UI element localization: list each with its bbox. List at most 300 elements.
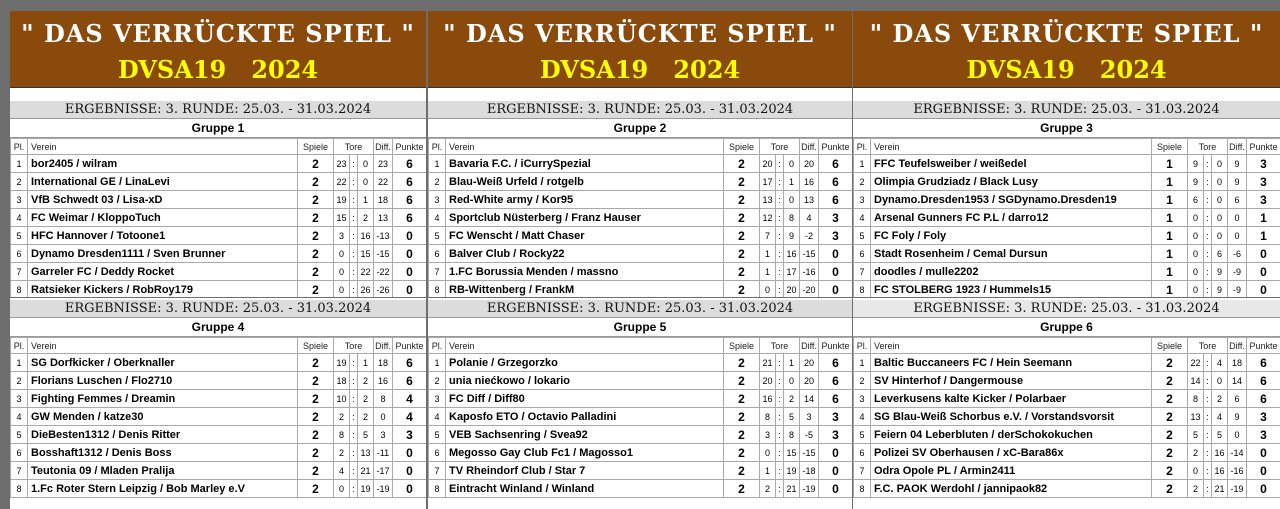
goal-diff-cell: 0 (1228, 426, 1247, 444)
goals-against-cell: 16 (1212, 444, 1228, 462)
games-cell: 2 (724, 390, 760, 408)
col-header-diff: Diff. (1228, 139, 1247, 155)
points-cell: 0 (819, 480, 853, 498)
group-panel-3 (853, 11, 1280, 297)
goal-diff-cell: 18 (374, 354, 393, 372)
club-name: Sportclub Nüsterberg / Franz Hauser (449, 211, 641, 224)
games-cell: 2 (298, 209, 334, 227)
table-row (429, 480, 853, 498)
goal-diff-cell: 0 (1228, 227, 1247, 245)
points-cell: 0 (393, 245, 427, 263)
place-cell: 1 (854, 155, 871, 173)
club-name: DieBesten1312 / Denis Ritter (31, 428, 181, 441)
goals-against-cell: 0 (784, 191, 800, 209)
club-cell (871, 480, 1152, 498)
goals-for-cell: 3 (334, 227, 350, 245)
goals-against-cell: 0 (1212, 173, 1228, 191)
table-row (429, 408, 853, 426)
club-name: Kaposfo ETO / Octavio Palladini (449, 410, 617, 423)
title-banner (428, 11, 852, 88)
col-header-games: Spiele (724, 338, 760, 354)
goals-for-cell: 2 (1188, 444, 1204, 462)
col-header-goals: Tore (1188, 338, 1228, 354)
goals-against-cell: 13 (358, 444, 374, 462)
goals-for-cell: 0 (760, 444, 776, 462)
goals-separator: : (350, 191, 358, 209)
goals-for-cell: 9 (1188, 173, 1204, 191)
goals-for-cell: 13 (760, 191, 776, 209)
club-cell (446, 354, 724, 372)
points-cell: 6 (1247, 390, 1280, 408)
games-cell: 2 (724, 155, 760, 173)
goals-for-cell: 0 (1188, 462, 1204, 480)
games-cell: 2 (1152, 408, 1188, 426)
banner-title: " DAS VERRÜCKTE SPIEL " (443, 19, 837, 48)
club-cell (28, 462, 298, 480)
points-cell: 6 (819, 173, 853, 191)
club-name: Bavaria F.C. / iCurrySpezial (449, 157, 591, 170)
goal-diff-cell: 13 (800, 191, 819, 209)
club-cell (28, 155, 298, 173)
club-name: SG Blau-Weiß Schorbus e.V. / Vorstandsvorsit (874, 410, 1115, 423)
col-header-goals: Tore (760, 139, 800, 155)
goals-separator: : (350, 390, 358, 408)
col-header-diff: Diff. (800, 338, 819, 354)
goal-diff-cell: 16 (374, 372, 393, 390)
club-name: doodles / mulle2202 (874, 265, 979, 278)
goal-diff-cell: 22 (374, 173, 393, 191)
goals-against-cell: 4 (1212, 408, 1228, 426)
standings-table (853, 138, 1280, 297)
points-cell: 0 (1247, 444, 1280, 462)
goal-diff-cell: 20 (800, 155, 819, 173)
goals-against-cell: 21 (784, 480, 800, 498)
points-cell: 1 (1247, 209, 1280, 227)
goals-for-cell: 0 (760, 281, 776, 298)
points-cell: 6 (393, 191, 427, 209)
banner-subtitle: DVSA19 2024 (966, 55, 1167, 84)
goal-diff-cell: -11 (374, 444, 393, 462)
table-row (11, 155, 427, 173)
points-cell: 0 (1247, 462, 1280, 480)
goals-against-cell: 2 (358, 372, 374, 390)
table-row (11, 372, 427, 390)
club-cell (446, 372, 724, 390)
table-row (429, 444, 853, 462)
col-header-diff: Diff. (800, 139, 819, 155)
goals-for-cell: 7 (760, 227, 776, 245)
round-results-label: ERGEBNISSE: 3. RUNDE: 25.03. - 31.03.2024 (10, 101, 426, 119)
table-row (429, 191, 853, 209)
points-cell: 6 (393, 354, 427, 372)
goals-for-cell: 0 (1188, 227, 1204, 245)
group-panel-4 (10, 298, 426, 509)
games-cell: 2 (1152, 426, 1188, 444)
col-header-club: Verein (28, 139, 298, 155)
points-cell: 3 (1247, 426, 1280, 444)
goals-separator: : (1204, 227, 1212, 245)
points-cell: 0 (393, 462, 427, 480)
points-cell: 6 (393, 209, 427, 227)
table-row (11, 408, 427, 426)
goals-against-cell: 21 (358, 462, 374, 480)
table-row (429, 372, 853, 390)
club-cell (446, 480, 724, 498)
points-cell: 0 (393, 263, 427, 281)
place-cell: 4 (854, 408, 871, 426)
points-cell: 3 (819, 209, 853, 227)
goals-separator: : (350, 155, 358, 173)
goal-diff-cell: 0 (1228, 209, 1247, 227)
place-cell: 8 (429, 480, 446, 498)
club-name: Olimpia Grudziadz / Black Lusy (874, 175, 1038, 188)
table-row (11, 462, 427, 480)
goal-diff-cell: -26 (374, 281, 393, 298)
place-cell: 3 (11, 191, 28, 209)
table-row (429, 390, 853, 408)
goals-against-cell: 2 (358, 408, 374, 426)
round-results-label: ERGEBNISSE: 3. RUNDE: 25.03. - 31.03.2024 (428, 101, 852, 119)
club-name: GW Menden / katze30 (31, 410, 144, 423)
table-row (429, 227, 853, 245)
goal-diff-cell: -9 (1228, 263, 1247, 281)
club-name: Fighting Femmes / Dreamin (31, 392, 176, 405)
table-row (429, 426, 853, 444)
club-name: Teutonia 09 / Mladen Pralija (31, 464, 175, 477)
club-cell (28, 480, 298, 498)
club-cell (446, 390, 724, 408)
club-cell (446, 155, 724, 173)
club-cell (871, 390, 1152, 408)
place-cell: 6 (854, 444, 871, 462)
club-name: VfB Schwedt 03 / Lisa-xD (31, 193, 163, 206)
goal-diff-cell: -16 (1228, 462, 1247, 480)
table-row (429, 263, 853, 281)
goals-separator: : (1204, 426, 1212, 444)
place-cell: 2 (429, 372, 446, 390)
table-row (429, 281, 853, 298)
goals-separator: : (350, 372, 358, 390)
place-cell: 5 (854, 426, 871, 444)
table-header-row (429, 139, 853, 155)
goal-diff-cell: 6 (1228, 191, 1247, 209)
points-cell: 6 (819, 155, 853, 173)
table-row (11, 263, 427, 281)
points-cell: 6 (819, 354, 853, 372)
place-cell: 8 (11, 281, 28, 298)
club-name: 1.FC Borussia Menden / massno (449, 265, 619, 278)
club-cell (871, 281, 1152, 298)
goals-for-cell: 0 (1188, 245, 1204, 263)
club-cell (446, 462, 724, 480)
club-cell (871, 408, 1152, 426)
col-header-club: Verein (871, 338, 1152, 354)
table-header-row (429, 338, 853, 354)
goal-diff-cell: 4 (800, 209, 819, 227)
goals-against-cell: 16 (784, 245, 800, 263)
points-cell: 0 (819, 444, 853, 462)
standings-table (10, 138, 426, 297)
goals-against-cell: 15 (784, 444, 800, 462)
club-name: Blau-Weiß Urfeld / rotgelb (449, 175, 584, 188)
club-cell (28, 444, 298, 462)
points-cell: 0 (1247, 245, 1280, 263)
goals-separator: : (776, 281, 784, 298)
table-row (11, 245, 427, 263)
place-cell: 1 (429, 155, 446, 173)
goals-separator: : (1204, 191, 1212, 209)
table-row (854, 209, 1280, 227)
place-cell: 6 (854, 245, 871, 263)
place-cell: 6 (429, 444, 446, 462)
club-cell (28, 191, 298, 209)
points-cell: 6 (393, 372, 427, 390)
points-cell: 3 (819, 227, 853, 245)
goals-for-cell: 22 (334, 173, 350, 191)
goal-diff-cell: 14 (800, 390, 819, 408)
place-cell: 4 (429, 209, 446, 227)
goals-against-cell: 9 (1212, 281, 1228, 298)
goal-diff-cell: -22 (374, 263, 393, 281)
place-cell: 3 (854, 191, 871, 209)
goals-separator: : (776, 173, 784, 191)
place-cell: 8 (11, 480, 28, 498)
points-cell: 3 (1247, 155, 1280, 173)
goals-for-cell: 3 (760, 426, 776, 444)
table-row (11, 191, 427, 209)
goals-for-cell: 2 (760, 480, 776, 498)
group-panel-5 (428, 298, 852, 509)
place-cell: 5 (429, 426, 446, 444)
goal-diff-cell: 8 (374, 390, 393, 408)
table-header-row (11, 139, 427, 155)
club-name: TV Rheindorf Club / Star 7 (449, 464, 586, 477)
goals-separator: : (1204, 354, 1212, 372)
col-header-diff: Diff. (374, 338, 393, 354)
goals-separator: : (350, 354, 358, 372)
club-name: Garreler FC / Deddy Rocket (31, 265, 175, 278)
club-cell (446, 263, 724, 281)
goals-separator: : (1204, 209, 1212, 227)
goals-separator: : (776, 245, 784, 263)
points-cell: 3 (1247, 408, 1280, 426)
games-cell: 2 (724, 173, 760, 191)
goals-separator: : (1204, 408, 1212, 426)
club-cell (871, 263, 1152, 281)
games-cell: 1 (1152, 209, 1188, 227)
goal-diff-cell: 9 (1228, 408, 1247, 426)
goals-for-cell: 12 (760, 209, 776, 227)
table-row (854, 390, 1280, 408)
points-cell: 6 (819, 372, 853, 390)
goals-for-cell: 0 (334, 263, 350, 281)
table-row (854, 227, 1280, 245)
col-header-club: Verein (28, 338, 298, 354)
col-header-games: Spiele (1152, 338, 1188, 354)
club-cell (28, 263, 298, 281)
goal-diff-cell: -5 (800, 426, 819, 444)
club-name: VEB Sachsenring / Svea92 (449, 428, 588, 441)
goals-for-cell: 13 (1188, 408, 1204, 426)
club-name: Leverkusens kalte Kicker / Polarbaer (874, 392, 1066, 405)
goals-for-cell: 1 (760, 462, 776, 480)
table-row (429, 245, 853, 263)
table-row (854, 173, 1280, 191)
points-cell: 0 (1247, 263, 1280, 281)
col-header-club: Verein (446, 139, 724, 155)
club-name: SG Dorfkicker / Oberknaller (31, 356, 175, 369)
goals-against-cell: 0 (358, 173, 374, 191)
club-cell (871, 426, 1152, 444)
table-row (11, 354, 427, 372)
table-row (854, 462, 1280, 480)
goal-diff-cell: -19 (1228, 480, 1247, 498)
banner-subtitle: DVSA19 2024 (539, 55, 741, 84)
points-cell: 4 (393, 390, 427, 408)
games-cell: 2 (298, 444, 334, 462)
col-header-diff: Diff. (1228, 338, 1247, 354)
group-panel-1 (10, 11, 426, 297)
goals-separator: : (776, 444, 784, 462)
place-cell: 1 (854, 354, 871, 372)
games-cell: 2 (724, 191, 760, 209)
points-cell: 0 (1247, 281, 1280, 298)
place-cell: 7 (429, 462, 446, 480)
club-name: FC STOLBERG 1923 / Hummels15 (874, 283, 1052, 296)
club-cell (28, 408, 298, 426)
club-cell (446, 191, 724, 209)
goal-diff-cell: -15 (800, 444, 819, 462)
col-header-goals: Tore (334, 139, 374, 155)
club-name: Polanie / Grzegorzko (449, 356, 558, 369)
goals-against-cell: 0 (358, 155, 374, 173)
goals-separator: : (350, 444, 358, 462)
table-header-row (854, 139, 1280, 155)
club-name: HFC Hannover / Totoone1 (31, 229, 166, 242)
goals-for-cell: 8 (760, 408, 776, 426)
goal-diff-cell: -15 (800, 245, 819, 263)
table-row (854, 191, 1280, 209)
place-cell: 2 (11, 372, 28, 390)
goal-diff-cell: 23 (374, 155, 393, 173)
games-cell: 2 (298, 372, 334, 390)
group-title: Gruppe 4 (10, 318, 426, 337)
goal-diff-cell: -20 (800, 281, 819, 298)
goals-separator: : (350, 263, 358, 281)
games-cell: 1 (1152, 263, 1188, 281)
club-cell (871, 191, 1152, 209)
goals-separator: : (1204, 263, 1212, 281)
club-name: FC Weimar / KloppoTuch (31, 211, 161, 224)
club-name: unia niećkowo / lokario (449, 374, 571, 387)
group-title: Gruppe 2 (428, 119, 852, 138)
table-header-row (11, 338, 427, 354)
place-cell: 3 (429, 191, 446, 209)
place-cell: 6 (429, 245, 446, 263)
club-name: Ratsieker Kickers / RobRoy179 (31, 283, 194, 296)
games-cell: 2 (724, 462, 760, 480)
table-row (11, 227, 427, 245)
place-cell: 8 (429, 281, 446, 298)
games-cell: 2 (724, 263, 760, 281)
club-name: Arsenal Gunners FC P.L / darro12 (874, 211, 1049, 224)
games-cell: 2 (298, 191, 334, 209)
place-cell: 7 (11, 462, 28, 480)
col-header-goals: Tore (334, 338, 374, 354)
goal-diff-cell: 14 (1228, 372, 1247, 390)
table-row (854, 281, 1280, 298)
place-cell: 4 (429, 408, 446, 426)
goals-against-cell: 2 (1212, 390, 1228, 408)
club-cell (28, 245, 298, 263)
col-header-place: Pl. (429, 139, 446, 155)
points-cell: 0 (819, 281, 853, 298)
place-cell: 5 (11, 426, 28, 444)
games-cell: 2 (298, 173, 334, 191)
goals-against-cell: 0 (1212, 209, 1228, 227)
club-cell (446, 444, 724, 462)
goals-separator: : (1204, 245, 1212, 263)
goal-diff-cell: -16 (800, 263, 819, 281)
place-cell: 2 (11, 173, 28, 191)
goals-for-cell: 22 (1188, 354, 1204, 372)
goals-for-cell: 0 (334, 281, 350, 298)
goal-diff-cell: -13 (374, 227, 393, 245)
goals-for-cell: 0 (1188, 263, 1204, 281)
club-cell (446, 209, 724, 227)
col-header-club: Verein (446, 338, 724, 354)
club-name: Eintracht Winland / Winland (449, 482, 595, 495)
goals-against-cell: 5 (784, 408, 800, 426)
col-header-games: Spiele (298, 338, 334, 354)
standings-table (428, 138, 852, 297)
club-cell (871, 354, 1152, 372)
club-name: Polizei SV Oberhausen / xC-Bara86x (874, 446, 1064, 459)
banner-title: " DAS VERRÜCKTE SPIEL " (21, 19, 415, 48)
club-cell (28, 390, 298, 408)
club-name: Megosso Gay Club Fc1 / Magosso1 (449, 446, 633, 459)
goals-separator: : (350, 462, 358, 480)
goal-diff-cell: 6 (1228, 390, 1247, 408)
points-cell: 6 (819, 191, 853, 209)
club-name: SV Hinterhof / Dangermouse (874, 374, 1024, 387)
col-header-games: Spiele (1152, 139, 1188, 155)
table-row (11, 480, 427, 498)
round-results-label: ERGEBNISSE: 3. RUNDE: 25.03. - 31.03.2024 (428, 300, 852, 318)
goals-separator: : (776, 191, 784, 209)
club-name: bor2405 / wilram (31, 157, 118, 170)
goal-diff-cell: 0 (374, 408, 393, 426)
goals-against-cell: 2 (358, 209, 374, 227)
games-cell: 2 (298, 426, 334, 444)
club-cell (446, 426, 724, 444)
goals-separator: : (350, 173, 358, 191)
goals-separator: : (776, 408, 784, 426)
table-row (429, 462, 853, 480)
round-results-label: ERGEBNISSE: 3. RUNDE: 25.03. - 31.03.2024 (10, 300, 426, 318)
col-header-games: Spiele (298, 139, 334, 155)
goals-for-cell: 0 (334, 480, 350, 498)
goals-for-cell: 14 (1188, 372, 1204, 390)
goals-separator: : (350, 426, 358, 444)
goals-separator: : (1204, 390, 1212, 408)
table-row (11, 173, 427, 191)
place-cell: 4 (11, 209, 28, 227)
table-row (854, 426, 1280, 444)
games-cell: 2 (724, 245, 760, 263)
col-header-place: Pl. (854, 338, 871, 354)
table-row (854, 444, 1280, 462)
